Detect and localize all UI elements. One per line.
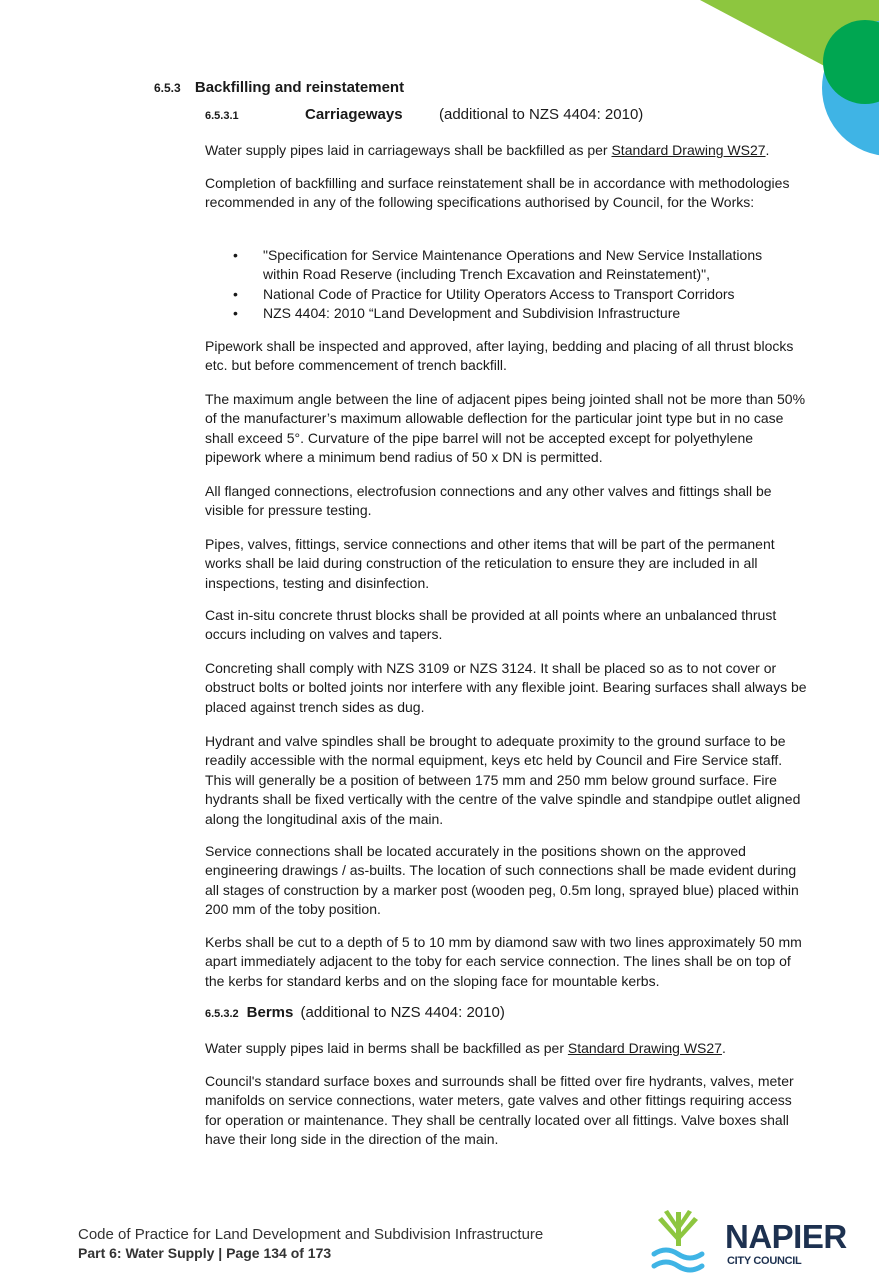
logo-name: NAPIER: [725, 1218, 847, 1255]
paragraph-completion: Completion of backfilling and surface reinstatement shall be in accordance with methodologies recommended in any of the following specifications authorised by Council, for the Works:: [205, 175, 790, 211]
paragraph-pipework: Pipework shall be inspected and approved, after laying, bedding and placing of all thrust blocks etc. but before commencement of trench backfill.: [205, 338, 794, 374]
paragraph-carriageway-backfill: Water supply pipes laid in carriageways shall be backfilled as per Standard Drawing WS27.: [205, 142, 770, 158]
subsection-title: Berms: [246, 1004, 294, 1021]
subsection-number: 6.5.3.1: [205, 110, 239, 122]
paragraph-berm-backfill: Water supply pipes laid in berms shall be backfilled as per Standard Drawing WS27.: [205, 1040, 726, 1056]
paragraph-pipes-valves: Pipes, valves, fittings, service connections and other items that will be part of the permanent works shall be laid during construction of the reticulation to ensure they are included in all inspections, testing and disinfection.: [205, 536, 775, 591]
paragraph-surface-boxes: Council's standard surface boxes and surrounds shall be fitted over fire hydrants, valves, meter manifolds on service connections, water meters, gate valves and other fittings requiring access for operation or maintenance. They shall be centrally located over all fittings. Valve boxes shall have their long side in the direction of the main.: [205, 1073, 794, 1148]
paragraph-service-connections: Service connections shall be located accurately in the positions shown on the approved engineering drawings / as-builts. The location of such connections shall be made evident during all stages of construction by a marker post (wooden peg, 0.5m long, sprayed blue) placed within 200 mm of the toby position.: [205, 843, 799, 918]
paragraph-kerbs: Kerbs shall be cut to a depth of 5 to 10 mm by diamond saw with two lines approximately 50 mm apart immediately adjacent to the toby for each service connection. The lines shall be on top of the kerbs for standard kerbs and on the sloping face for mountable kerbs.: [205, 934, 802, 989]
paragraph-hydrant: Hydrant and valve spindles shall be brought to adequate proximity to the ground surface to be readily accessible with the normal equipment, keys etc held by Council and Fire Service staff. This will generally be a position of between 175 mm and 250 mm below ground surface. Fire hydrants shall be fixed vertically with the centre of the valve spindle and standpipe outlet aligned along the longitudinal axis of the main.: [205, 733, 801, 827]
list-item: • National Code of Practice for Utility Operators Access to Transport Corridors: [233, 285, 735, 302]
subsection-number: 6.5.3.2: [205, 1008, 239, 1020]
list-item: • "Specification for Service Maintenance Operations and New Service Installations within Road Reserve (including Trench Excavation and Reinstatement)",: [233, 247, 763, 283]
specification-list: [205, 246, 795, 324]
paragraph-flanged: All flanged connections, electrofusion connections and any other valves and fittings shall be visible for pressure testing.: [205, 483, 772, 519]
section-number: 6.5.3: [154, 81, 181, 95]
subsection-note: (additional to NZS 4404: 2010): [300, 1004, 505, 1021]
section-title: Backfilling and reinstatement: [194, 79, 405, 96]
paragraph-concreting: Concreting shall comply with NZS 3109 or NZS 3124. It shall be placed so as to not cover or obstruct bolts or bolted joints nor interfere with any flexible joint. Bearing surfaces shall always be placed against trench sides as dug.: [205, 660, 807, 715]
subsection-note: (additional to NZS 4404: 2010): [439, 106, 644, 123]
paragraph-thrust-blocks: Cast in-situ concrete thrust blocks shall be provided at all points where an unbalanced thrust occurs including on valves and tapers.: [205, 607, 777, 643]
standard-drawing-link[interactable]: Standard Drawing WS27: [567, 1040, 722, 1056]
list-item: • NZS 4404: 2010 “Land Development and Subdivision Infrastructure: [233, 305, 681, 322]
section-heading: [154, 79, 404, 96]
page-footer: [78, 1225, 543, 1263]
paragraph-max-angle: The maximum angle between the line of adjacent pipes being jointed shall not be more than 50% of the manufacturer’s maximum allowable deflection for the particular joint type but in no case shall exceed 5°. Curvature of the pipe barrel will not be accepted except for polyethylene pipework where a minimum bend radius of 50 x DN is permitted.: [205, 391, 806, 466]
footer-page-info: Part 6: Water Supply | Page 134 of 173: [78, 1245, 332, 1261]
logo-subtitle: CITY COUNCIL: [727, 1255, 802, 1267]
footer-document-title: Code of Practice for Land Development and Subdivision Infrastructure: [78, 1226, 544, 1243]
subsection-heading-carriageways: [205, 106, 643, 123]
subsection-title: Carriageways: [305, 106, 403, 123]
subsection-heading-berms: [205, 1004, 505, 1021]
standard-drawing-link[interactable]: Standard Drawing WS27: [611, 142, 766, 158]
